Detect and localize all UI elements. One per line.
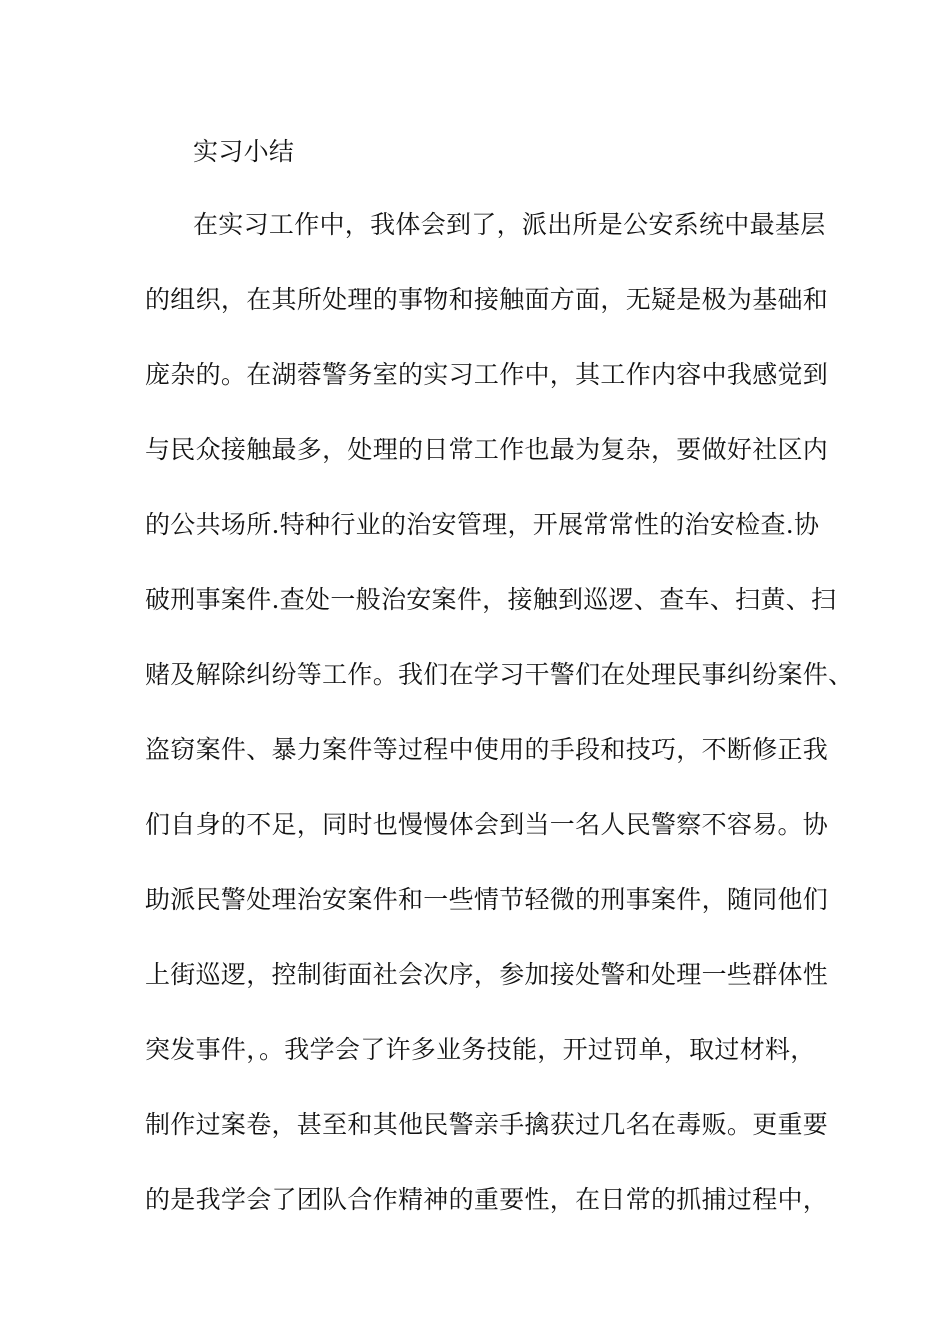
paragraph-line: 的组织，在其所处理的事物和接触面方面，无疑是极为基础和: [145, 285, 829, 314]
paragraph-line: 的公共场所.特种行业的治安管理，开展常常性的治安检查.协: [145, 510, 820, 539]
paragraph-line: 突发事件，。我学会了许多业务技能，开过罚单，取过材料，: [145, 1035, 816, 1064]
paragraph-line: 的是我学会了团队合作精神的重要性，在日常的抓捕过程中，: [145, 1185, 829, 1214]
paragraph-line: 破刑事案件.查处一般治安案件，接触到巡逻、查车、扫黄、扫: [145, 585, 837, 614]
paragraph-line: 庞杂的。在湖蓉警务室的实习工作中，其工作内容中我感觉到: [145, 360, 829, 389]
paragraph-line: 在实习工作中，我体会到了，派出所是公安系统中最基层: [193, 210, 826, 239]
paragraph-line: 们自身的不足，同时也慢慢体会到当一名人民警察不容易。协: [145, 810, 829, 839]
paragraph-line: 与民众接触最多，处理的日常工作也最为复杂，要做好社区内: [145, 435, 829, 464]
document-title: 实习小结: [193, 137, 295, 166]
paragraph-line: 上街巡逻，控制街面社会次序，参加接处警和处理一些群体性: [145, 960, 829, 989]
paragraph-line: 助派民警处理治安案件和一些情节轻微的刑事案件，随同他们: [145, 885, 829, 914]
paragraph-line: 盗窃案件、暴力案件等过程中使用的手段和技巧，不断修正我: [145, 735, 829, 764]
paragraph-line: 赌及解除纠纷等工作。我们在学习干警们在处理民事纠纷案件、: [145, 660, 854, 689]
paragraph-line: 制作过案卷，甚至和其他民警亲手擒获过几名在毒贩。更重要: [145, 1110, 829, 1139]
